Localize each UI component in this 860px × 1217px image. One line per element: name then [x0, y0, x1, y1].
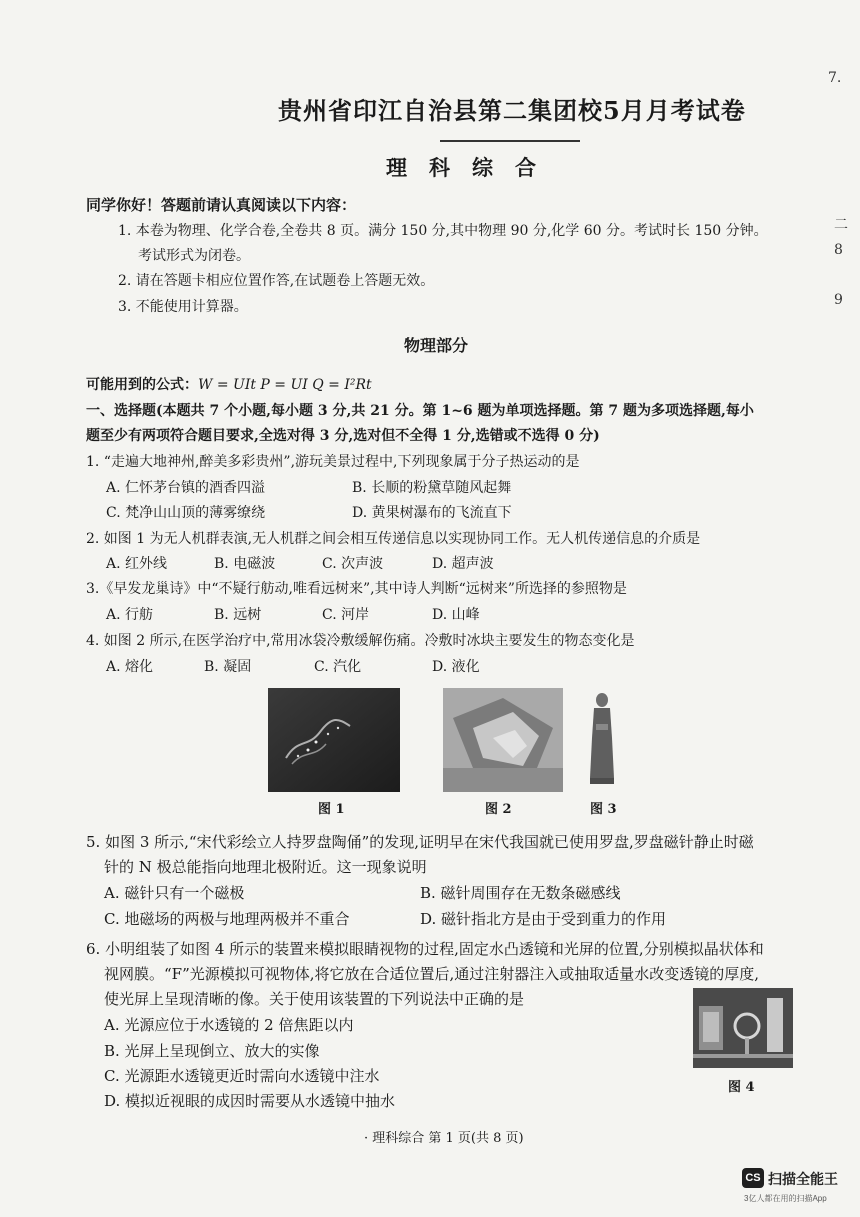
option-c: C. 梵净山山顶的薄雾缭绕: [106, 505, 266, 521]
option-d: D. 模拟近视眼的成因时需要从水透镜中抽水: [104, 1092, 396, 1110]
figure-4-caption: 图 4: [728, 1080, 755, 1095]
question-stem: 4. 如图 2 所示,在医学治疗中,常用冰袋冷敷缓解伤痛。冷敷时冰块主要发生的物态变化是: [86, 633, 635, 649]
side-mark: 二: [834, 217, 848, 233]
question-stem: 视网膜。“F”光源模拟可视物体,将它放在合适位置后,通过注射器注入或抽取适量水改变透镜的厚度,: [104, 965, 760, 983]
option-b: B. 远树: [214, 607, 262, 623]
option-c: C. 汽化: [314, 659, 362, 675]
option-c: C. 地磁场的两极与地理两极并不重合: [104, 910, 350, 928]
figure-3-caption: 图 3: [590, 802, 617, 817]
option-d: D. 磁针指北方是由于受到重力的作用: [420, 910, 667, 928]
option-b: B. 光屏上呈现倒立、放大的实像: [104, 1042, 320, 1060]
option-b: B. 凝固: [204, 659, 252, 675]
page-footer: · 理科综合 第 1 页(共 8 页): [364, 1131, 524, 1146]
question-stem: 1. “走遍大地神州,醉美多彩贵州”,游玩美景过程中,下列现象属于分子热运动的是: [86, 454, 580, 470]
option-a: A. 磁针只有一个磁极: [104, 884, 245, 902]
side-mark: 7.: [828, 70, 842, 86]
figure-2-ice-pack: [443, 688, 563, 792]
subject-title: 理科综合: [386, 155, 558, 180]
notice-item: 2. 请在答题卡相应位置作答,在试题卷上答题无效。: [118, 273, 435, 289]
title-divider: [440, 140, 580, 142]
side-mark: 9: [834, 292, 843, 308]
option-a: A. 红外线: [106, 556, 168, 572]
side-mark: 8: [834, 242, 843, 258]
option-c: C. 光源距水透镜更近时需向水透镜中注水: [104, 1067, 380, 1085]
notice-item: 3. 不能使用计算器。: [118, 299, 248, 315]
option-a: A. 熔化: [106, 659, 154, 675]
notice-item: 1. 本卷为物理、化学合卷,全卷共 8 页。满分 150 分,其中物理 90 分,化学 60 分。考试时长 150 分钟。: [118, 223, 768, 239]
question-stem: 5. 如图 3 所示,“宋代彩绘立人持罗盘陶俑”的发现,证明早在宋代我国就已使用罗盘,罗盘磁针静止时磁: [86, 833, 754, 851]
option-c: C. 次声波: [322, 556, 384, 572]
notice-item: 考试形式为闭卷。: [138, 248, 250, 264]
option-d: D. 山峰: [432, 607, 480, 623]
option-a: A. 行舫: [106, 607, 154, 623]
section-instructions: 题至少有两项符合题目要求,全选对得 3 分,选对但不全得 1 分,选错或不选得 0 分): [86, 428, 600, 444]
option-b: B. 磁针周围存在无数条磁感线: [420, 884, 621, 902]
formula-text: W = UIt P = UI Q = I²Rt: [198, 377, 372, 393]
figure-2-caption: 图 2: [485, 802, 512, 817]
exam-title: 贵州省印江自治县第二集团校5月月考试卷: [278, 96, 746, 125]
formula-label: 可能用到的公式：: [86, 377, 198, 393]
question-stem: 针的 N 极总能指向地理北极附近。这一现象说明: [104, 858, 427, 876]
question-stem: 6. 小明组装了如图 4 所示的装置来模拟眼睛视物的过程,固定水凸透镜和光屏的位置,分别模拟晶状体和: [86, 940, 764, 958]
formula-line: [86, 374, 372, 394]
question-stem: 2. 如图 1 为无人机群表演,无人机群之间会相互传递信息以实现协同工作。无人机传递信息的介质是: [86, 531, 701, 547]
section-instructions: 一、选择题(本题共 7 个小题,每小题 3 分,共 21 分。第 1~6 题为单项选择题。第 7 题为多项选择题,每小: [86, 403, 754, 419]
option-d: D. 超声波: [432, 556, 494, 572]
figure-1-caption: 图 1: [318, 802, 345, 817]
scanner-logo: CS: [742, 1168, 764, 1188]
option-b: B. 电磁波: [214, 556, 276, 572]
option-a: A. 光源应位于水透镜的 2 倍焦距以内: [104, 1016, 354, 1034]
notice-heading: 同学你好！答题前请认真阅读以下内容：: [86, 196, 357, 214]
scanner-name: 扫描全能王: [768, 1171, 838, 1187]
scanner-tagline: 3亿人都在用的扫描App: [744, 1194, 827, 1203]
option-d: D. 液化: [432, 659, 480, 675]
figure-1-drone-show: [268, 688, 400, 792]
option-b: B. 长顺的粉黛草随风起舞: [352, 480, 512, 496]
figure-3-figurine: [582, 688, 622, 792]
question-stem: 使光屏上呈现清晰的像。关于使用该装置的下列说法中正确的是: [104, 990, 525, 1008]
figure-4-lens-apparatus: [693, 988, 793, 1068]
option-a: A. 仁怀茅台镇的酒香四溢: [106, 480, 266, 496]
question-stem: 3.《早发龙巢诗》中“不疑行舫动,唯看远树来”,其中诗人判断“远树来”所选择的参照物是: [86, 581, 627, 597]
option-d: D. 黄果树瀑布的飞流直下: [352, 505, 512, 521]
physics-heading: 物理部分: [404, 336, 469, 355]
option-c: C. 河岸: [322, 607, 370, 623]
